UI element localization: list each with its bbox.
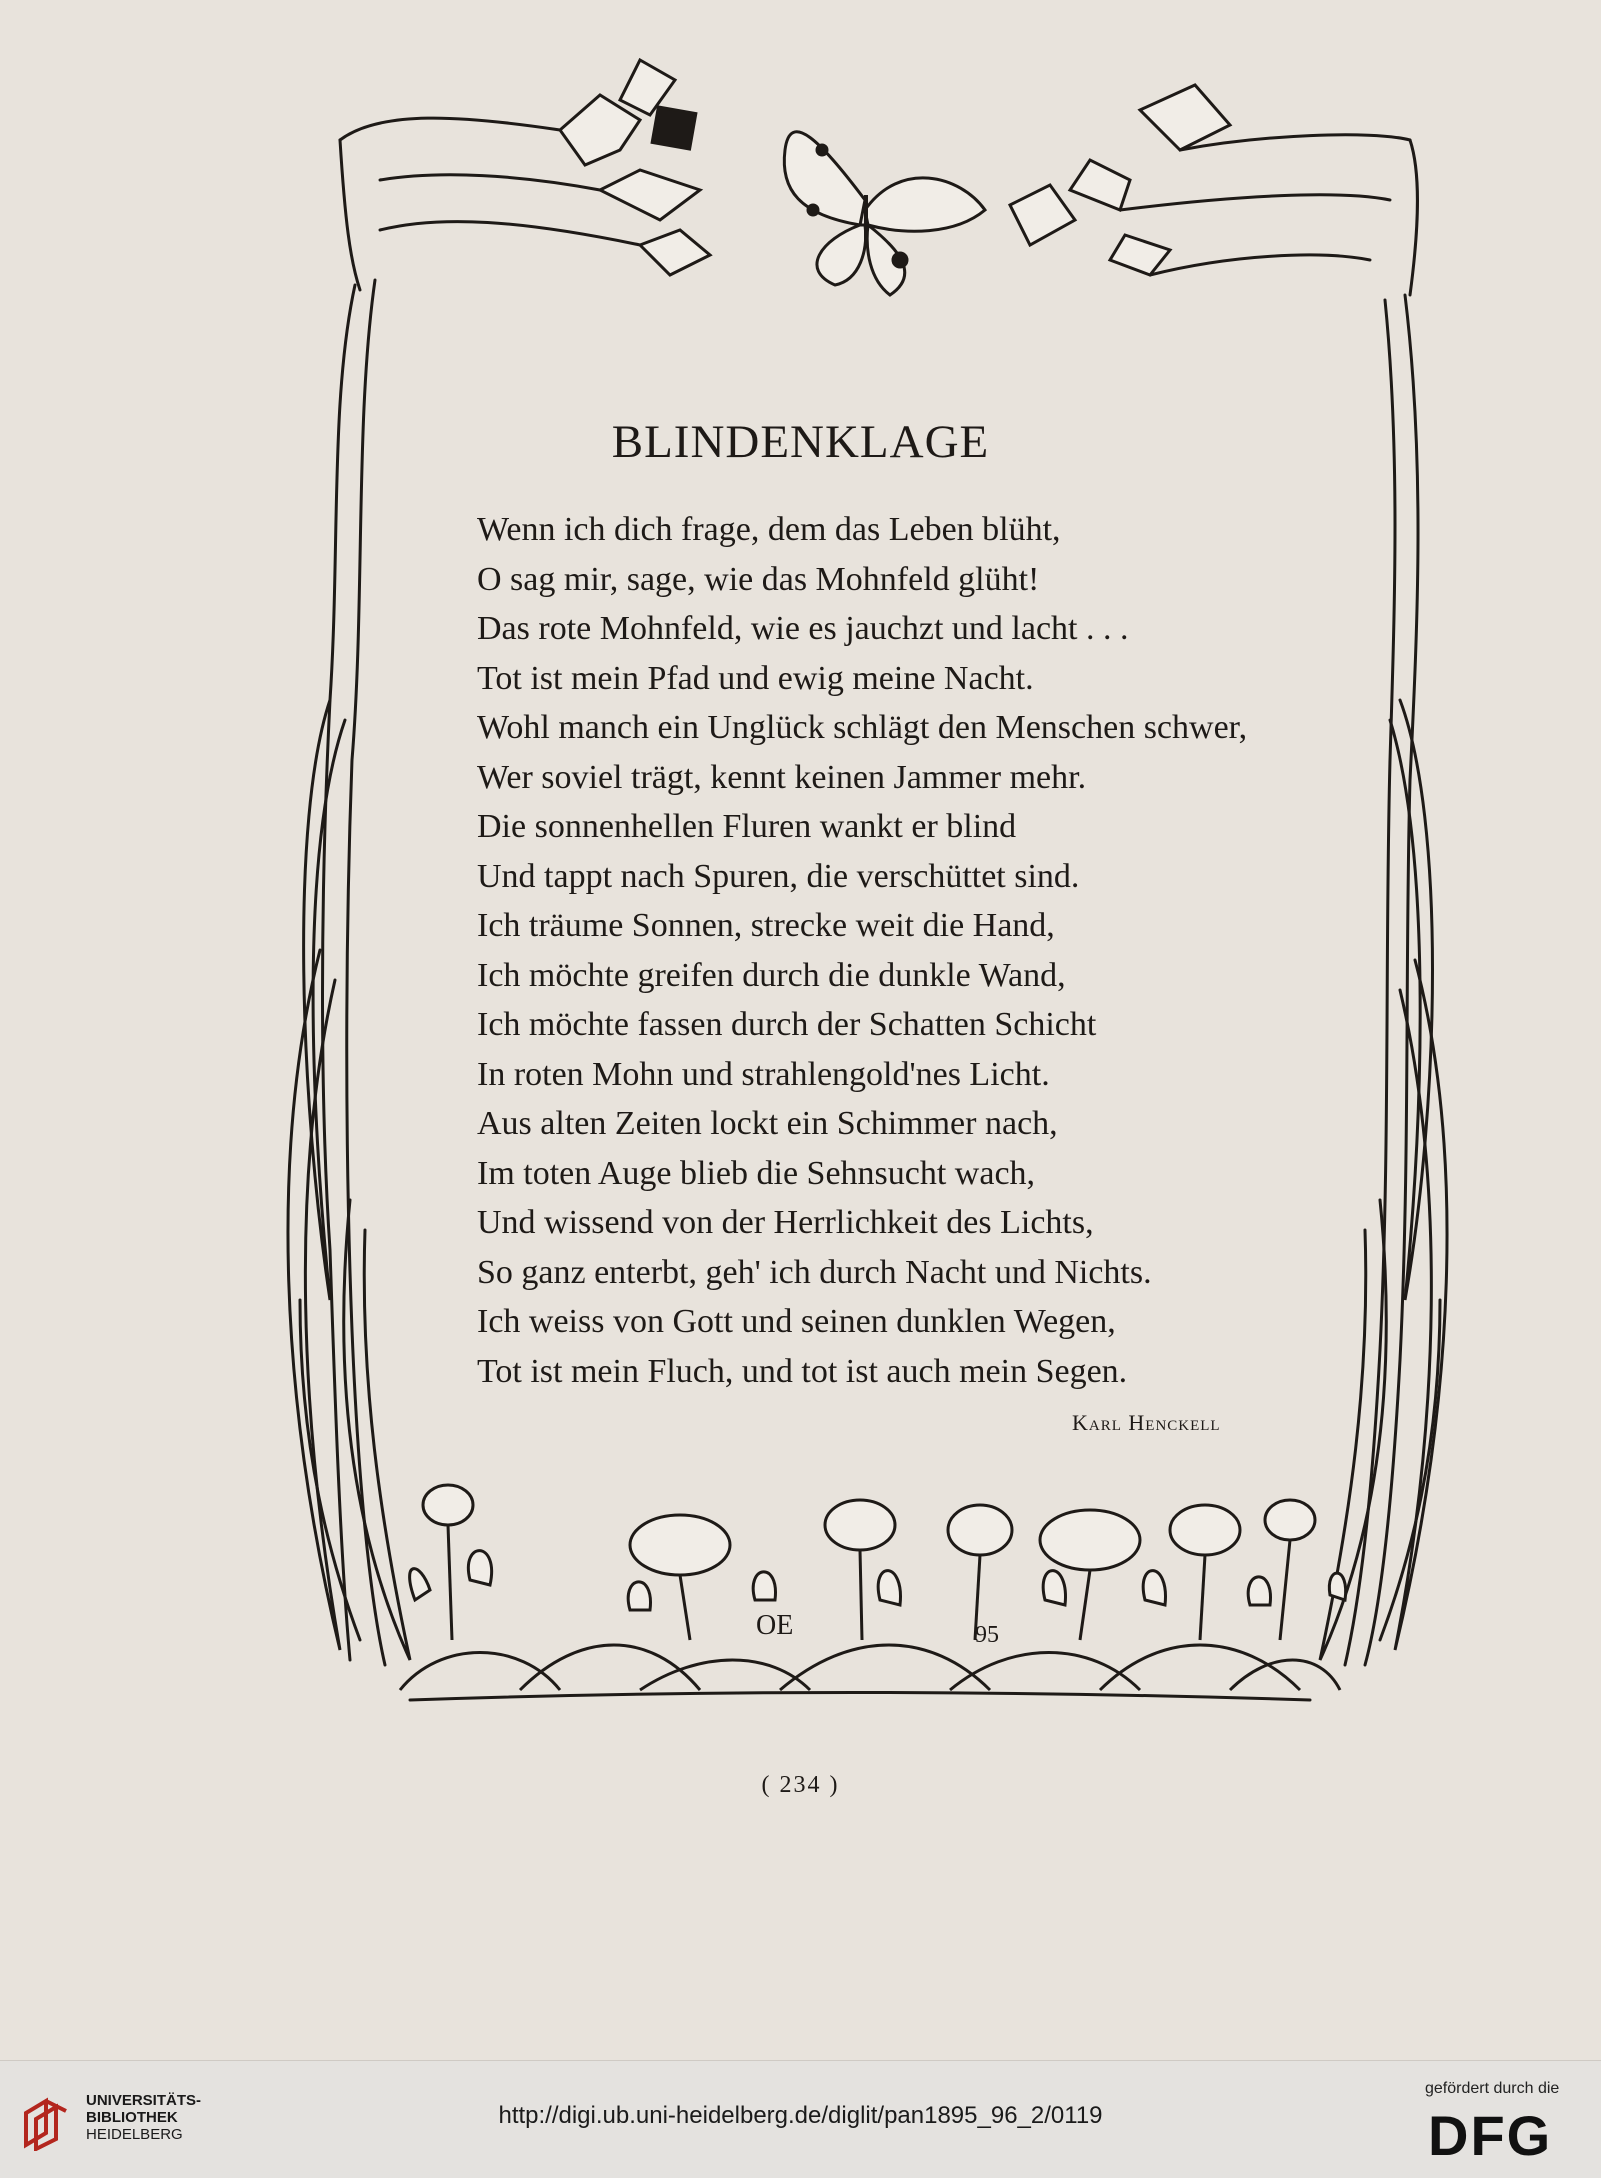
poem-line: In roten Mohn und strahlengold'nes Licht. [477, 1055, 1050, 1093]
poem-title: BLINDENKLAGE [611, 416, 990, 468]
poem-line: Die sonnenhellen Fluren wankt er blind [477, 808, 1017, 845]
butterfly-icon [784, 132, 985, 295]
poem-line: Und wissend von der Herrlichkeit des Lichts, [477, 1204, 1094, 1241]
poem-line: Aus alten Zeiten lockt ein Schimmer nach, [477, 1105, 1058, 1142]
poem-author: Karl Henckell [1072, 1410, 1221, 1435]
poem-line: Wohl manch ein Unglück schlägt den Menschen schwer, [477, 709, 1248, 746]
daisy-flower-icon [423, 1485, 1315, 1575]
poem-line: Wenn ich dich frage, dem das Leben blüht, [477, 511, 1061, 548]
poem-line: Ich möchte fassen durch der Schatten Schicht [477, 1006, 1097, 1043]
poem-line: So ganz enterbt, geh' ich durch Nacht und Nichts. [477, 1253, 1152, 1291]
poem-line: Das rote Mohnfeld, wie es jauchzt und lacht . . . [477, 610, 1129, 647]
poem-line: Im toten Auge blieb die Sehnsucht wach, [477, 1154, 1036, 1192]
funding-note: gefördert durch die [1425, 2080, 1560, 2097]
dfg-logo: DFG [1428, 2104, 1553, 2167]
poem-line: Ich möchte greifen durch die dunkle Wand, [477, 956, 1066, 994]
poem-line: Ich weiss von Gott und seinen dunklen Wegen, [477, 1303, 1116, 1340]
poem-line: O sag mir, sage, wie das Mohnfeld glüht! [477, 560, 1040, 598]
poem-line: Wer soviel trägt, kennt keinen Jammer mehr. [477, 758, 1087, 796]
artwork-year: 95 [975, 1622, 999, 1648]
poem-line: Ich träume Sonnen, strecke weit die Hand, [477, 907, 1055, 944]
library-name-line: UNIVERSITÄTS- [86, 2092, 202, 2109]
artist-monogram: OE [756, 1610, 794, 1641]
poem-line: Tot ist mein Fluch, und tot ist auch mein Segen. [477, 1352, 1128, 1390]
library-name-line: HEIDELBERG [86, 2126, 183, 2143]
narcissus-flower-icon [1010, 85, 1230, 275]
poem-line: Tot ist mein Pfad und ewig meine Nacht. [477, 659, 1034, 697]
poem-line: Und tappt nach Spuren, die verschüttet sind. [477, 857, 1080, 895]
poem-body [477, 505, 1257, 1396]
page-number: ( 234 ) [761, 1772, 840, 1798]
permalink-url[interactable]: http://digi.ub.uni-heidelberg.de/diglit/pan1895_96_2/0119 [498, 2102, 1103, 2129]
library-name-line: BIBLIOTHEK [86, 2109, 178, 2126]
